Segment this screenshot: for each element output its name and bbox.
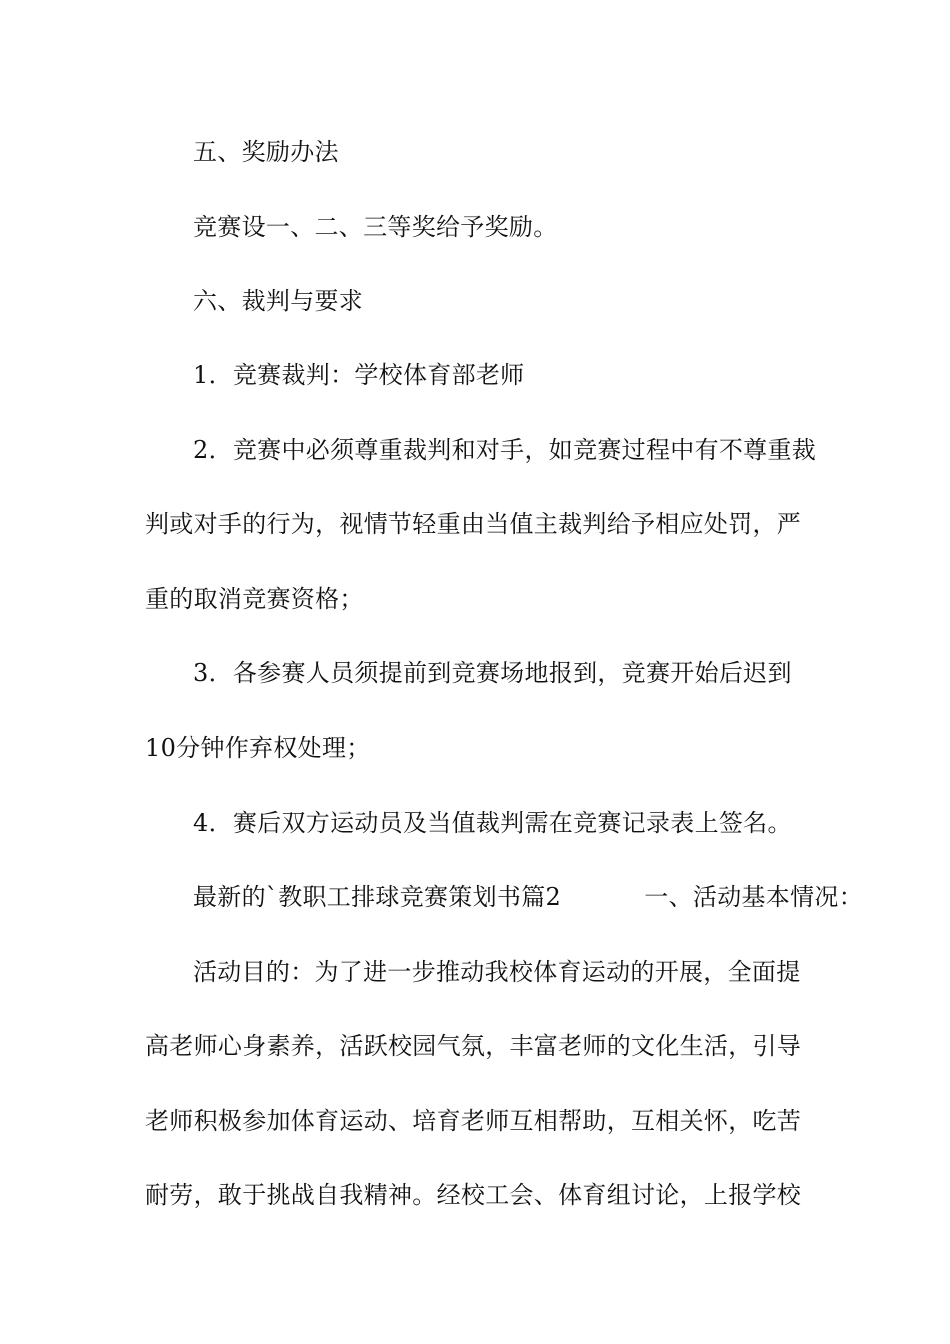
list-item-2-line-3: 重的取消竞赛资格；: [145, 585, 364, 613]
list-item-2-line-2: 判或对手的行为，视情节轻重由当值主裁判给予相应处罚，严: [145, 510, 802, 538]
section-heading-activity-basics: 一、活动基本情况：: [644, 883, 863, 911]
paragraph-line: 竞赛设一、二、三等奖给予奖励。: [193, 213, 558, 241]
list-item-3-line-2: 10分钟作弃权处理；: [145, 734, 371, 762]
paragraph-line: 活动目的：为了进一步推动我校体育运动的开展，全面提: [193, 958, 801, 986]
list-item-1: 1．竞赛裁判：学校体育部老师: [193, 361, 525, 389]
paragraph-line: 耐劳，敢于挑战自我精神。经校工会、体育组讨论，上报学校: [145, 1181, 802, 1209]
section-heading-rewards: 五、奖励办法: [193, 138, 339, 166]
section-heading-referee: 六、裁判与要求: [193, 287, 364, 315]
section-title-row: [145, 882, 863, 912]
list-item-2-line-1: 2．竞赛中必须尊重裁判和对手，如竞赛过程中有不尊重裁: [193, 436, 817, 464]
paragraph-line: 高老师心身素养，活跃校园气氛，丰富老师的文化生活，引导: [145, 1032, 802, 1060]
paragraph-line: 老师积极参加体育运动、培育老师互相帮助，互相关怀，吃苦: [145, 1107, 802, 1135]
list-item-4: 4．赛后双方运动员及当值裁判需在竞赛记录表上签名。: [193, 809, 792, 837]
document-title: 最新的`教职工排球竞赛策划书篇2: [193, 883, 562, 911]
list-item-3-line-1: 3．各参赛人员须提前到竞赛场地报到，竞赛开始后迟到: [193, 659, 792, 687]
